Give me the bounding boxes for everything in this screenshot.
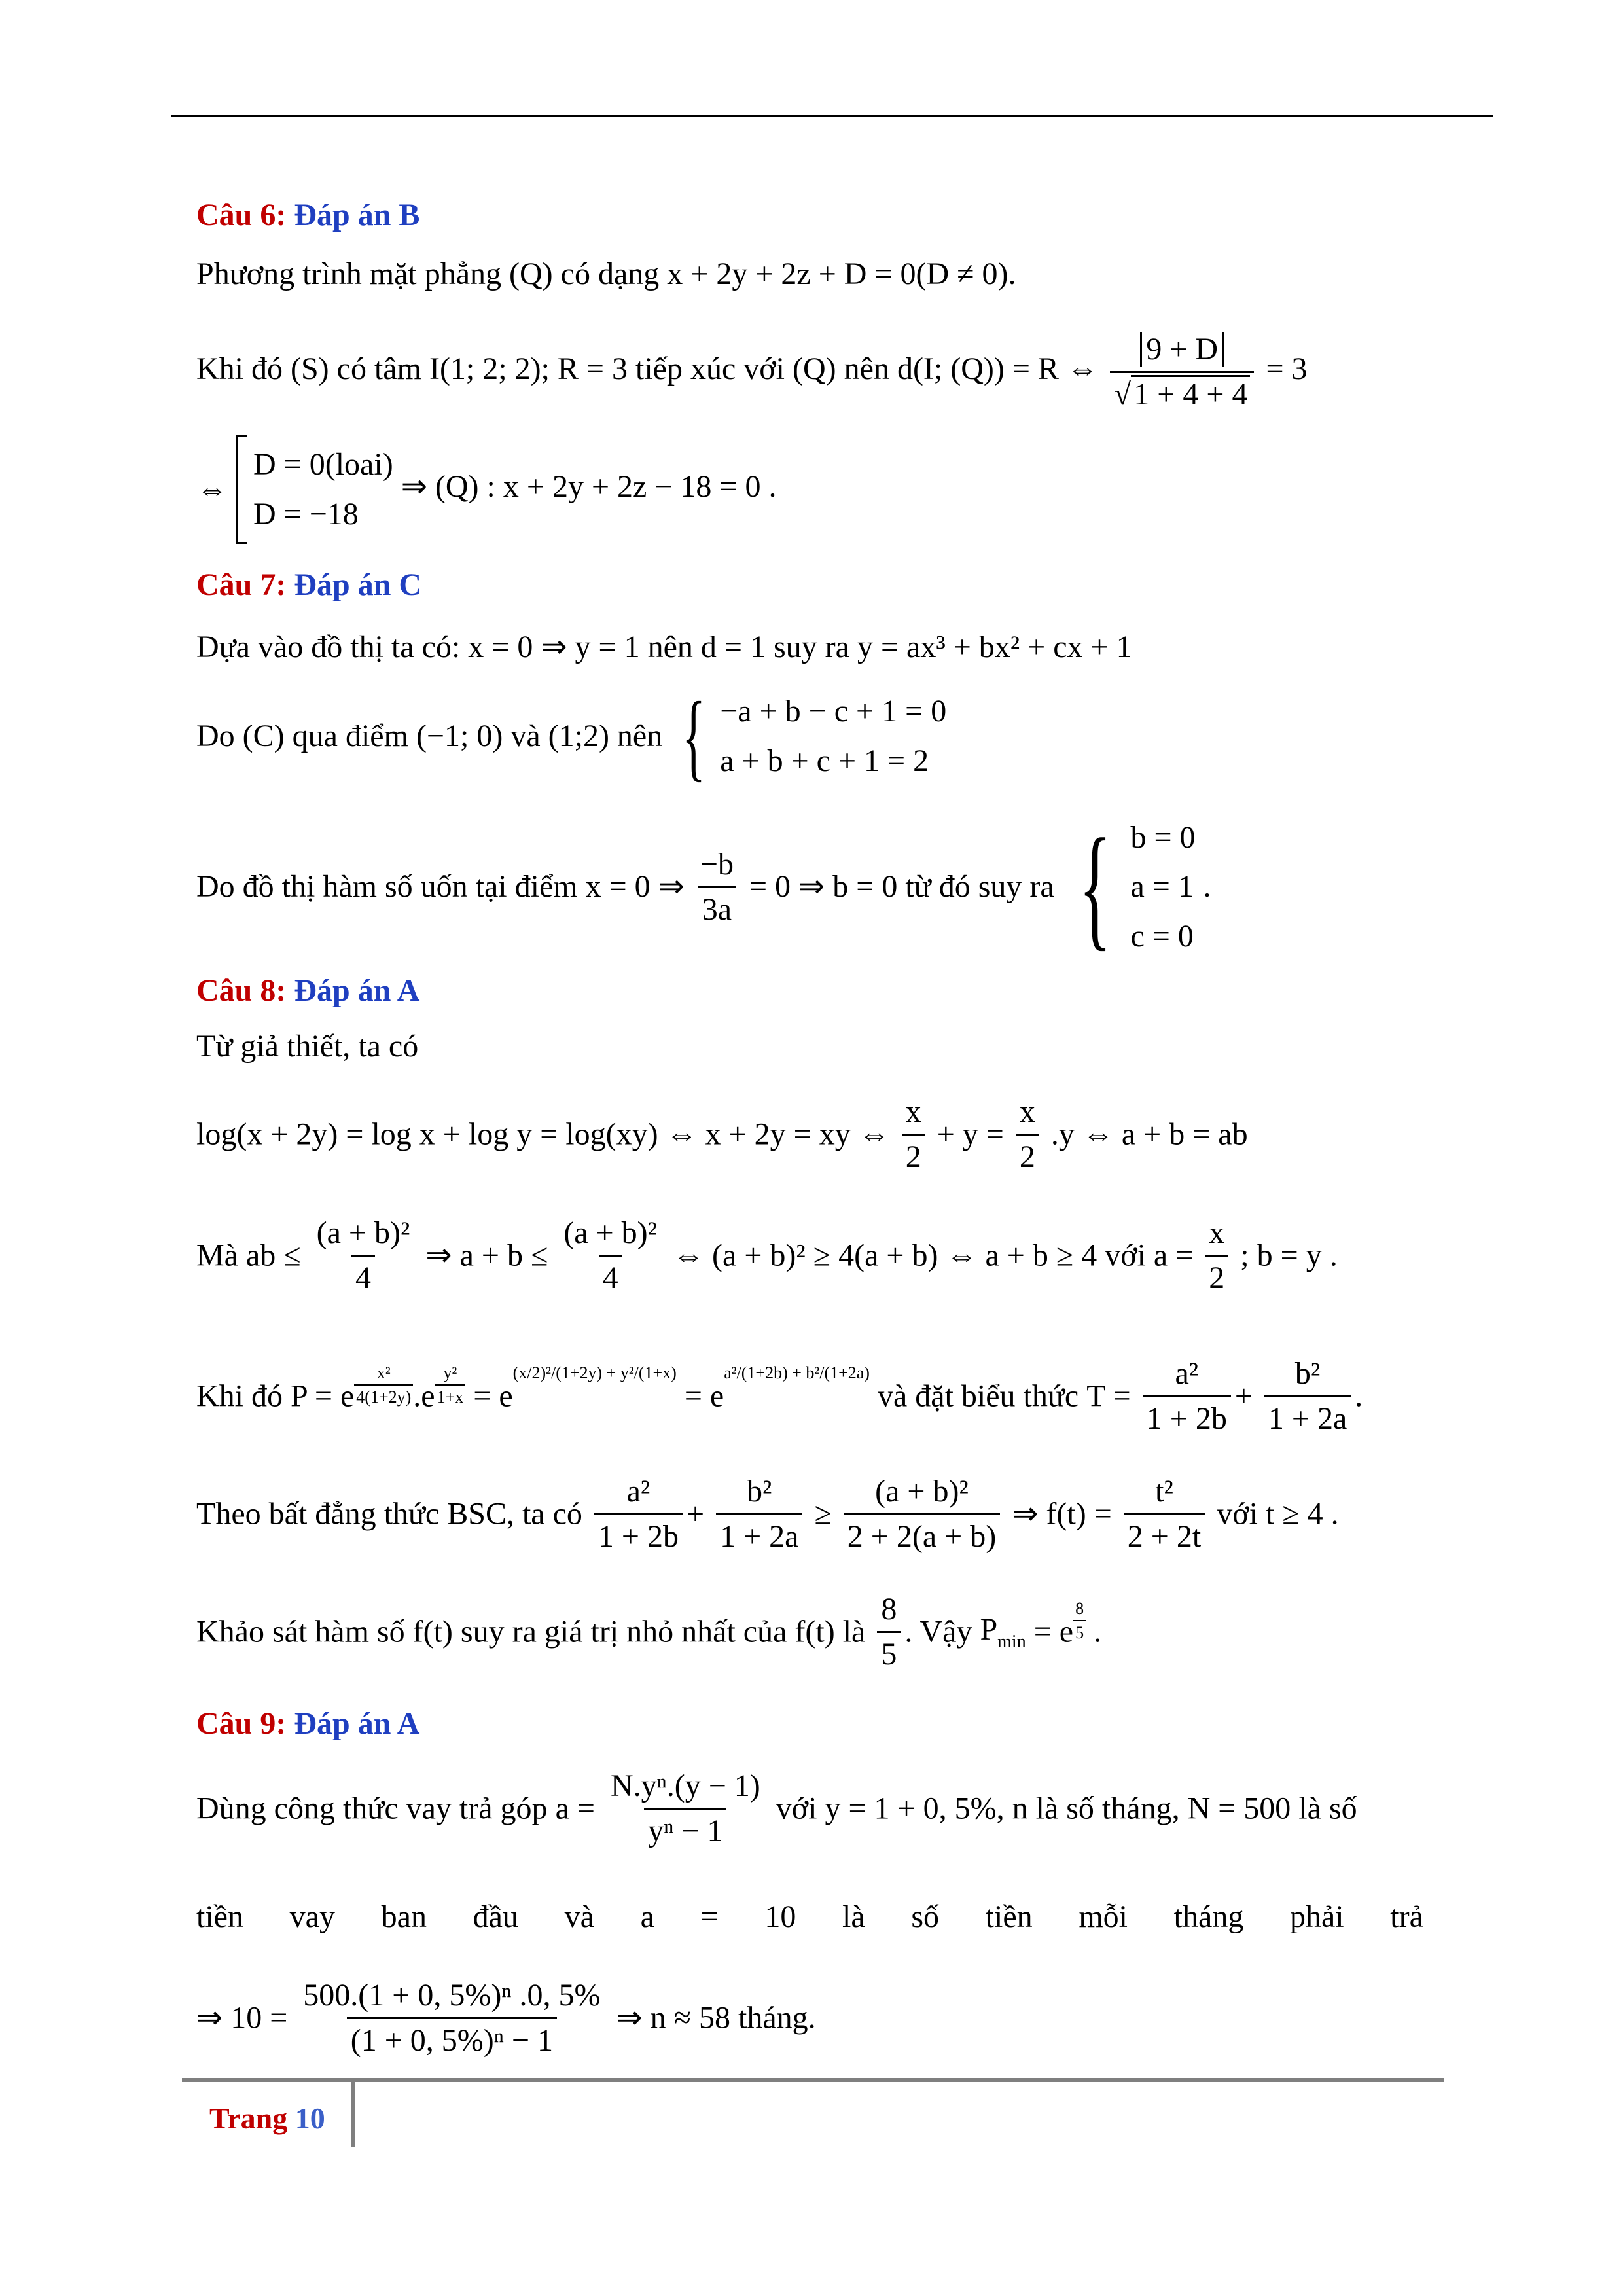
word: vay: [289, 1899, 335, 1934]
T-fraction-1: [594, 1473, 683, 1555]
denominator: 1 + 2a: [716, 1513, 802, 1556]
word: tiền: [985, 1899, 1033, 1934]
equation-2: a + b + c + 1 = 2: [720, 744, 929, 778]
exponent-1: [354, 1363, 413, 1407]
case-2: D = −18: [253, 497, 359, 531]
numerator: 500.(1 + 0, 5%)ⁿ .0, 5%: [303, 1978, 601, 2013]
q8-line-4: Khi đó P = e $\frac{\text{x²}}{4(1+2y)}$ .e $\frac{\text{y²}}{1+x}$ = $e^{(x/2)^2/(1+2y) + y^2/(1+x)} = e^{a^2/(1+2b) + b^2/(1+2a)}$ và đặt biểu thức T = $\frac{\text{a²}}{1 + 2b}$ + $\frac{\text{b²}}{1 + 2a}$ .: [196, 1355, 1363, 1437]
math: + y =: [936, 1117, 1004, 1152]
denominator: 3a: [698, 886, 736, 929]
distance-fraction: $\frac{9 + D}{√1 + 4 + 4}$: [1110, 331, 1254, 413]
numerator: (a + b)²: [875, 1474, 969, 1509]
math: = e: [1033, 1614, 1074, 1649]
math: ⇒ a + b ≤: [425, 1238, 548, 1273]
math: d(I; (Q)) = R ⇔: [897, 351, 1098, 387]
numerator: x: [1209, 1215, 1225, 1250]
math: = 3: [1266, 351, 1308, 387]
header-rule: [171, 115, 1493, 117]
numerator: N.yⁿ.(y − 1): [610, 1768, 760, 1803]
numerator: a²: [1175, 1356, 1199, 1391]
text: với: [776, 1791, 817, 1826]
math: x + 2y + 2z + D = 0(D ≠ 0).: [667, 257, 1016, 291]
text: , n là số tháng, N = 500 là số: [996, 1791, 1357, 1826]
question-7-heading: [196, 566, 421, 604]
math: (−1; 0): [416, 719, 503, 754]
word: phải: [1289, 1899, 1344, 1934]
word: ban: [381, 1899, 427, 1934]
math: = e: [684, 1378, 724, 1414]
numerator: y²: [443, 1363, 457, 1383]
word: a: [640, 1899, 654, 1934]
x-over-2: [1016, 1093, 1039, 1175]
page-number: [209, 2101, 325, 2136]
text: Do đồ thị hàm số uốn tại điểm: [196, 869, 578, 905]
q6-line-2: [196, 331, 1308, 413]
x-over-2: [902, 1093, 925, 1175]
text: Phương trình mặt phẳng (Q) có dạng: [196, 257, 660, 291]
text: và đặt biểu thức: [877, 1378, 1079, 1414]
equation-1: −a + b − c + 1 = 0: [720, 694, 947, 729]
math: ⇒ 10 =: [196, 2000, 288, 2036]
q7-line-3: Do đồ thị hàm số uốn tại điểm x = 0 ⇒ $\frac{-b}{3a}$ = 0 ⇒ b = 0 từ đó suy ra { b = 0 a = 1 c = 0 .: [196, 811, 1211, 963]
question-label: Câu 9:: [196, 1706, 287, 1741]
question-9-heading: [196, 1705, 419, 1743]
answer-label: Đáp án C: [294, 567, 422, 602]
result-3: c = 0: [1130, 918, 1194, 954]
text: tiếp xúc với (Q) nên: [635, 351, 889, 387]
q8-line-5: Theo bất đẳng thức BSC, ta có $\frac{\text{a²}}{1 + 2b}$ + $\frac{\text{b²}}{1 + 2a}$ ≥ $\frac{\text{(a + b)²}}{2 + 2(a + b)}$ ⇒ f(t) = $\frac{\text{t²}}{2 + 2t}$ với t ≥ 4 .: [196, 1473, 1339, 1555]
text: Khi đó (S) có tâm: [196, 351, 421, 387]
q9-line-2: [196, 1898, 1423, 1936]
math: = e: [473, 1378, 513, 1414]
result-system: { b = 0 a = 1 c = 0: [1078, 811, 1196, 963]
math: a =: [555, 1791, 595, 1826]
exponent-3: (x/2)²/(1+2y) + y²/(1+x): [512, 1363, 677, 1383]
math: ⇔ (a + b)² ≥ 4(a + b) ⇔ a + b ≥ 4: [673, 1238, 1097, 1273]
text: Do (C) qua điểm: [196, 719, 408, 754]
word: tháng: [1173, 1899, 1244, 1934]
math: x = 0 ⇒ y = 1: [468, 630, 640, 664]
denominator: 1 + 2b: [1143, 1395, 1231, 1438]
answer-label: Đáp án A: [294, 973, 420, 1008]
math: ≥: [814, 1496, 832, 1532]
text: nên d = 1 suy ra: [647, 630, 849, 664]
word: =: [700, 1899, 719, 1934]
question-label: Câu 6:: [196, 198, 287, 232]
math: .y ⇔ a + b = ab: [1050, 1117, 1248, 1152]
denominator: yⁿ − 1: [644, 1808, 726, 1850]
min-value-fraction: [877, 1590, 901, 1673]
denominator: 2 + 2(a + b): [844, 1513, 1000, 1556]
exponent-2: [435, 1363, 466, 1407]
T-fraction-2: [716, 1473, 802, 1555]
page-label-text: Trang: [209, 2102, 288, 2135]
numerator: b²: [747, 1474, 772, 1509]
denominator: 2: [1205, 1255, 1228, 1297]
text: Mà ab ≤: [196, 1238, 301, 1273]
math: T =: [1086, 1378, 1131, 1414]
bsc-fraction: [844, 1473, 1000, 1555]
numerator: a²: [626, 1474, 651, 1509]
am-gm-fraction: [560, 1214, 661, 1297]
math: y = ax³ + bx² + cx + 1: [857, 630, 1132, 664]
denominator: 4: [351, 1255, 375, 1297]
denominator: 2: [902, 1134, 925, 1176]
word: mỗi: [1079, 1899, 1128, 1934]
q7-line-2: [196, 682, 947, 791]
denominator: 2 + 2t: [1124, 1513, 1205, 1556]
denominator: (1 + 0, 5%)ⁿ − 1: [347, 2017, 557, 2060]
T-fraction-2: [1264, 1355, 1351, 1437]
denominator: 1 + 4 + 4: [1131, 375, 1250, 412]
question-label: Câu 7:: [196, 567, 287, 602]
math: a =: [1153, 1238, 1194, 1273]
text: với: [1105, 1238, 1146, 1273]
numerator: x: [1019, 1094, 1035, 1129]
q8-line-6: Khảo sát hàm số f(t) suy ra giá trị nhỏ nhất của f(t) là $\frac{8}{5}$ . Vậy $P_{min} = e$ $\frac{8}{5}$ .: [196, 1590, 1101, 1673]
question-label: Câu 8:: [196, 973, 287, 1008]
word: đầu: [473, 1899, 518, 1934]
numerator: (a + b)²: [563, 1215, 658, 1250]
numerator: x: [905, 1094, 921, 1129]
text: Dùng công thức vay trả góp: [196, 1791, 548, 1826]
text: tháng.: [738, 2000, 816, 2036]
f-fraction: [1124, 1473, 1205, 1555]
text: Khi đó P = e: [196, 1378, 355, 1414]
q6-line-1: [196, 255, 1016, 293]
inflection-fraction: [696, 846, 738, 928]
numerator: 8: [881, 1592, 897, 1626]
text: từ đó suy ra: [905, 869, 1054, 905]
denominator: 4: [599, 1255, 622, 1297]
math: P: [980, 1611, 998, 1647]
word: là: [842, 1899, 865, 1934]
page-number-value: 10: [294, 2102, 325, 2135]
answer-label: Đáp án B: [294, 198, 420, 232]
exponent-8-5: [1073, 1598, 1086, 1643]
numerator: (a + b)²: [316, 1215, 410, 1250]
case-1: D = 0(loai): [253, 447, 393, 482]
q8-line-3: [196, 1214, 1338, 1297]
am-gm-fraction: [313, 1214, 414, 1297]
q6-line-3: ⇔ D = 0(loai) D = −18 ⇒ (Q) : x + 2y + 2z − 18 = 0 .: [196, 435, 776, 544]
answer-label: Đáp án A: [294, 1706, 420, 1741]
footer-rule: [182, 2078, 1444, 2082]
math: y = 1 + 0, 5%: [825, 1791, 997, 1826]
q9-line-1: [196, 1767, 1357, 1850]
loan-formula-fraction: [607, 1767, 764, 1850]
word: trả: [1390, 1899, 1423, 1934]
footer-divider: [351, 2081, 355, 2147]
math: = 0 ⇒ b = 0: [749, 869, 898, 905]
denominator: 2: [1016, 1134, 1039, 1176]
q8-line-2: [196, 1093, 1248, 1175]
math: ; b = y .: [1240, 1238, 1338, 1273]
denominator: 5: [877, 1631, 901, 1674]
numerator: 9 + D: [1140, 332, 1224, 367]
numerator: t²: [1155, 1474, 1173, 1509]
system-of-equations: { −a + b − c + 1 = 0 a + b + c + 1 = 2: [682, 682, 947, 791]
numerator: x²: [376, 1363, 391, 1383]
q7-line-1: [196, 628, 1132, 666]
case-bracket: [236, 435, 393, 544]
result-2: a = 1: [1130, 869, 1194, 905]
text: Khảo sát hàm số f(t) suy ra giá trị nhỏ nhất của f(t) là: [196, 1614, 866, 1649]
text: với: [1217, 1496, 1258, 1532]
math: ⇒ n ≈ 58: [616, 2000, 730, 2036]
math: .e: [413, 1378, 435, 1414]
numerator: 8: [1075, 1599, 1084, 1619]
months-fraction: [299, 1977, 604, 2059]
text: Theo bất đẳng thức BSC, ta có: [196, 1496, 582, 1532]
q9-line-3: [196, 1977, 816, 2059]
text: Dựa vào đồ thị ta có:: [196, 630, 461, 664]
x-over-2: [1205, 1214, 1228, 1297]
denominator: 1 + 2b: [594, 1513, 683, 1556]
denominator: 5: [1073, 1620, 1086, 1643]
T-fraction-1: [1143, 1355, 1231, 1437]
question-6-heading: [196, 196, 419, 234]
text: và (1;2) nên: [510, 719, 663, 754]
denominator: 1 + 2a: [1264, 1395, 1351, 1438]
math: x = 0 ⇒: [585, 869, 685, 905]
denominator: 1+x: [435, 1384, 466, 1407]
math: ⇒ f(t) =: [1012, 1496, 1112, 1532]
text: . Vậy: [904, 1614, 972, 1649]
word: và: [564, 1899, 594, 1934]
question-8-heading: [196, 972, 419, 1010]
result-1: b = 0: [1130, 819, 1196, 855]
denominator: 4(1+2y): [354, 1384, 413, 1407]
subscript: min: [997, 1631, 1026, 1652]
numerator: b²: [1294, 1356, 1321, 1391]
numerator: −b: [700, 846, 734, 882]
word: số: [911, 1899, 939, 1934]
q8-line-1: Từ giả thiết, ta có: [196, 1029, 419, 1064]
math: t ≥ 4 .: [1265, 1496, 1339, 1532]
word: tiền: [196, 1899, 243, 1934]
math: log(x + 2y) = log x + log y = log(xy) ⇔ x + 2y = xy ⇔: [196, 1117, 890, 1152]
math: I(1; 2; 2); R = 3: [429, 351, 628, 387]
word: 10: [764, 1899, 796, 1934]
math: ⇒ (Q) : x + 2y + 2z − 18 = 0 .: [401, 469, 777, 505]
exponent-4: a²/(1+2b) + b²/(1+2a): [724, 1363, 870, 1383]
